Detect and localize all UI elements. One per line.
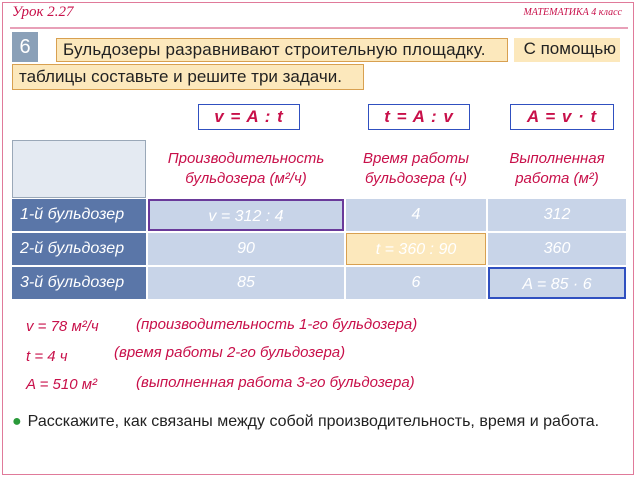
discussion-question-text: Расскажите, как связаны между собой производительность, время и работа. [27, 413, 600, 430]
cell-work-1: 312 [488, 199, 626, 231]
subject-label: МАТЕМАТИКА 4 класс [523, 7, 622, 18]
table-corner-cell [12, 140, 146, 198]
header-divider [10, 27, 628, 29]
formula-time: t = A : v [368, 104, 470, 130]
cell-productivity-2: 90 [148, 233, 344, 265]
formula-productivity: v = A : t [198, 104, 300, 130]
cell-work-2: 360 [488, 233, 626, 265]
column-header-productivity: Производительность бульдозера (м²/ч) [167, 150, 325, 187]
cell-time-1: 4 [346, 199, 486, 231]
answer-value-1: v = 78 м²/ч [26, 318, 99, 335]
answer-note-1: (производительность 1-го бульдозера) [136, 316, 418, 333]
cell-productivity-3: 85 [148, 267, 344, 299]
task-number: 6 [12, 32, 38, 62]
cell-productivity-1: v = 312 : 4 [148, 199, 344, 231]
column-header-time: Время работы бульдозера (ч) [363, 150, 469, 187]
discussion-question [12, 410, 624, 434]
answer-value-2: t = 4 ч [26, 348, 68, 365]
row-label-bulldozer-1: 1-й бульдозер [12, 199, 146, 231]
answer-note-3: (выполненная работа 3-го бульдозера) [136, 374, 415, 391]
cell-time-2: t = 360 : 90 [346, 233, 486, 265]
answer-note-2: (время работы 2-го бульдозера) [114, 344, 346, 361]
task-text-line1: Бульдозеры разравнивают строительную площадку. [56, 38, 508, 62]
row-label-bulldozer-2: 2-й бульдозер [12, 233, 146, 265]
task-text-line1-end: С помощью [514, 38, 620, 62]
row-label-bulldozer-3: 3-й бульдозер [12, 267, 146, 299]
formula-work: A = v · t [510, 104, 614, 130]
cell-work-3: A = 85 · 6 [488, 267, 626, 299]
bullet-icon: ● [12, 413, 22, 430]
answer-value-3: A = 510 м² [26, 376, 98, 393]
cell-time-3: 6 [346, 267, 486, 299]
task-text-line2: таблицы составьте и решите три задачи. [12, 64, 364, 90]
column-header-work: Выполненная работа (м²) [509, 150, 605, 187]
lesson-label: Урок 2.27 [12, 4, 74, 20]
